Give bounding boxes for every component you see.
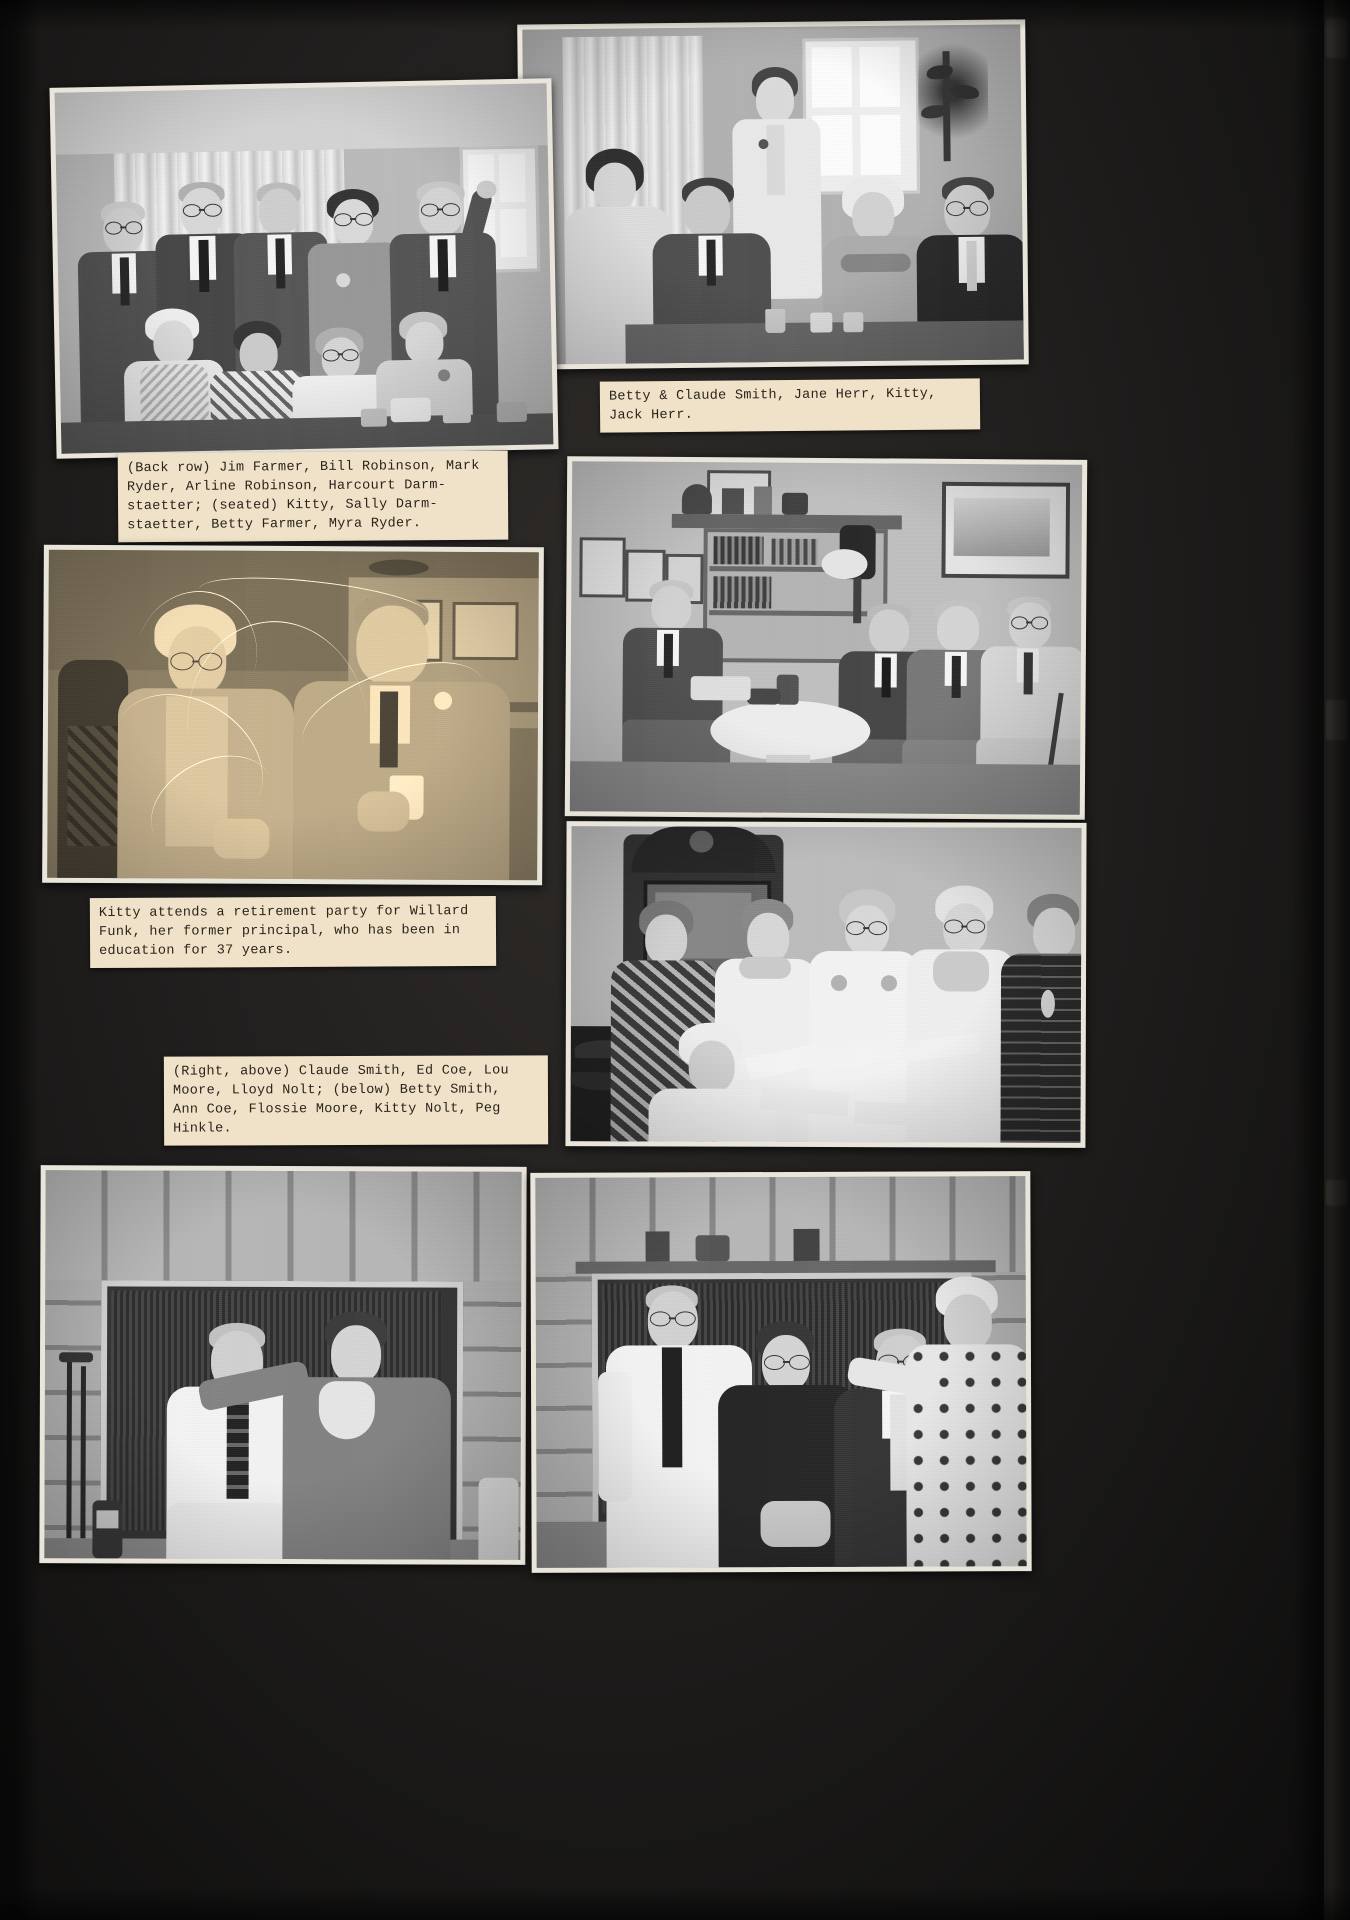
- photo-image: [44, 1170, 521, 1560]
- page-shadow-bottom: [0, 1886, 1350, 1920]
- photo-image: [47, 550, 539, 881]
- photo-women-with-papers: [565, 821, 1086, 1148]
- photo-image: [535, 1176, 1026, 1568]
- photo-image: [55, 83, 554, 453]
- photo-men-seated-parlor: [565, 456, 1088, 820]
- caption-right-above: (Right, above) Claude Smith, Ed Coe, Lou Moore, Lloyd Nolt; (below) Betty Smith, Ann Coe, Flossie Moore, Kitty Nolt, Peg Hinkle.: [164, 1055, 548, 1145]
- photo-image: [570, 826, 1081, 1143]
- photo-image: [522, 24, 1023, 364]
- photo-four-by-fireplace: [530, 1171, 1031, 1573]
- page-shadow-right: [1292, 0, 1350, 1920]
- caption-group-back-row: (Back row) Jim Farmer, Bill Robinson, Mark Ryder, Arline Robinson, Harcourt Darm- staetter; (seated) Kitty, Sally Darm- staetter, Betty Farmer, Myra Ryder.: [118, 451, 509, 543]
- photo-group-nine-standing-seated: [49, 78, 558, 459]
- photo-couple-by-fireplace: [39, 1165, 526, 1565]
- photo-image: [570, 461, 1082, 815]
- page-shadow-left: [0, 0, 40, 1920]
- photo-five-people-living-room: [517, 19, 1029, 369]
- caption-smith-herr: Betty & Claude Smith, Jane Herr, Kitty, Jack Herr.: [600, 378, 980, 432]
- page-shadow-top: [0, 0, 1350, 30]
- photo-two-people-talking: [42, 545, 544, 886]
- caption-retirement-party: Kitty attends a retirement party for Willard Funk, her former principal, who has been in education for 37 years.: [90, 896, 496, 968]
